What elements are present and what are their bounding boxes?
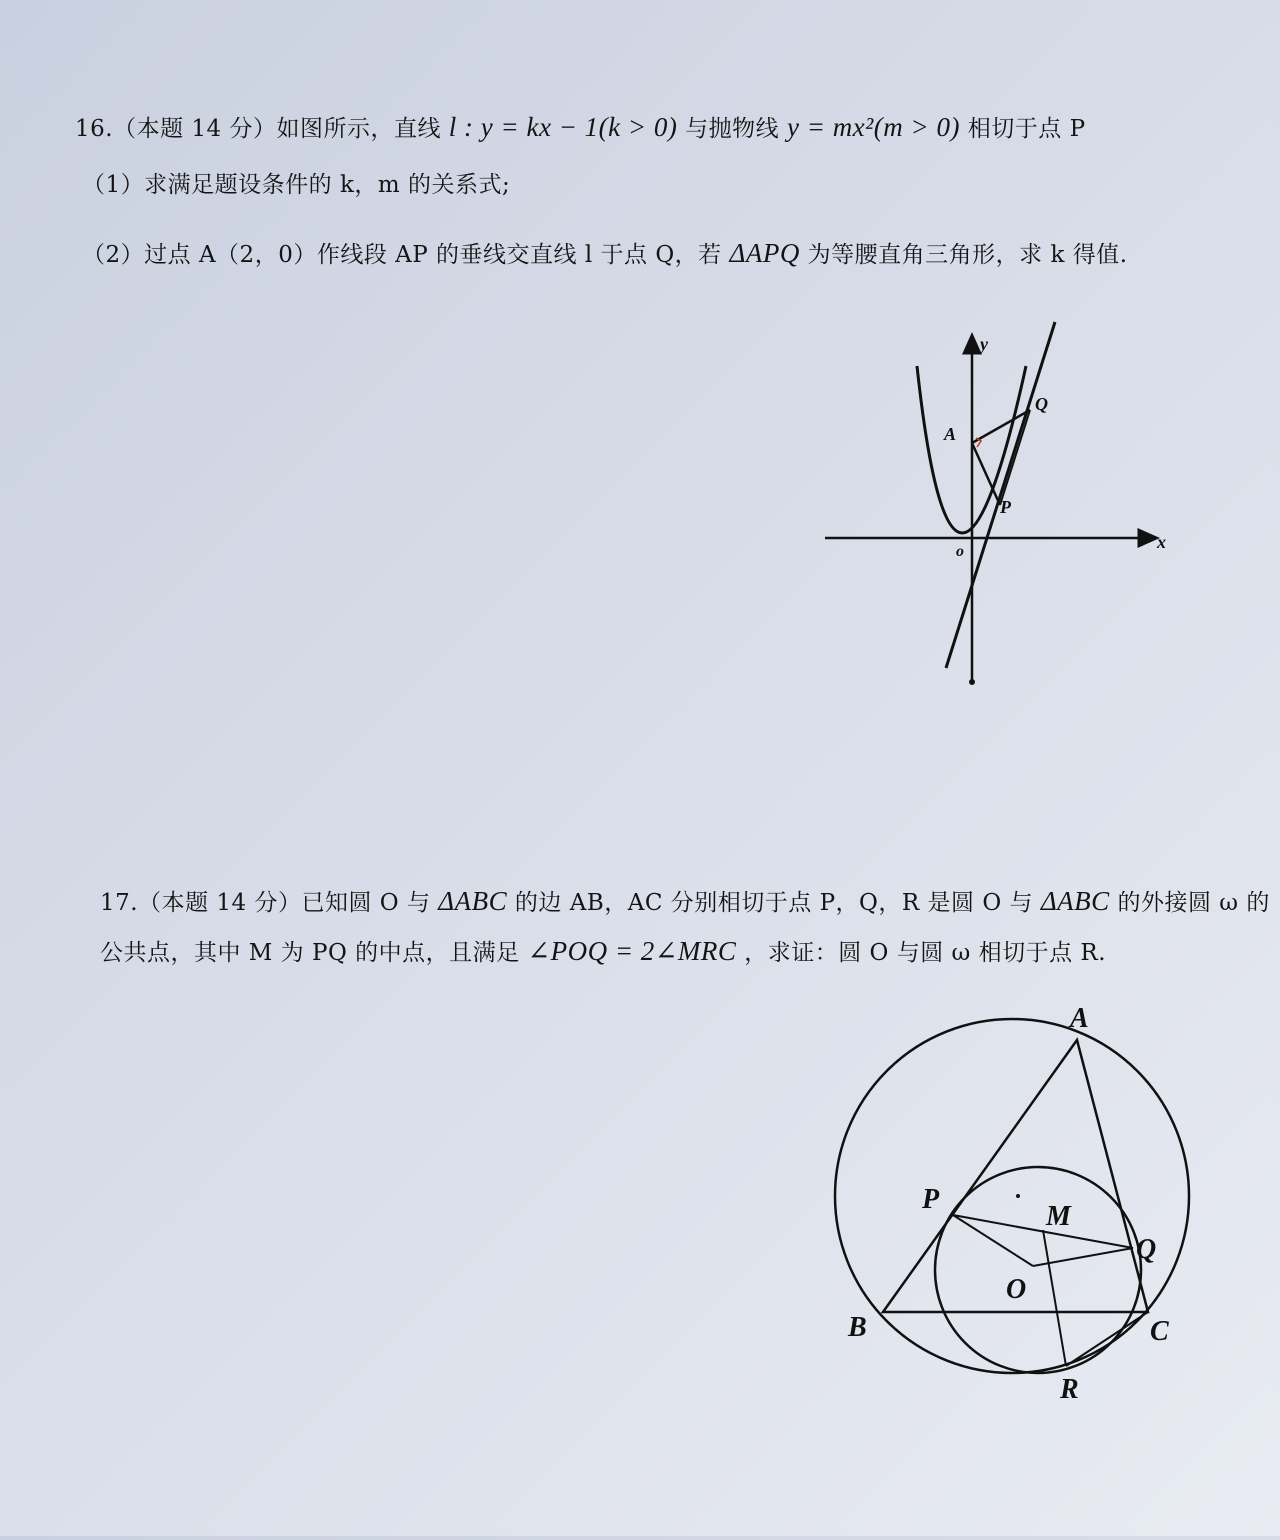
label-c17: C	[1150, 1316, 1169, 1347]
q16-text-c: 相切于点 P	[967, 116, 1086, 142]
segment-rc	[1066, 1312, 1148, 1366]
q16-triangle-apq: ΔAPQ	[729, 238, 800, 268]
label-b17: B	[848, 1312, 867, 1343]
q17-line2-text-b: ，求证：圆 O 与圆 ω 相切于点 R.	[744, 940, 1107, 966]
q17-angle-condition: ∠POQ = 2∠MRC	[527, 936, 737, 966]
label-q17: Q	[1136, 1234, 1157, 1265]
q17-line2-text-a: 公共点，其中 M 为 PQ 的中点，且满足	[100, 940, 520, 966]
q17-heading: 17.（本题 14 分）已知圆 O 与	[100, 890, 431, 916]
q17-text-b: 的边 AB，AC 分别相切于点 P，Q，R 是圆 O 与	[514, 890, 1034, 916]
q16-part1: （1）求满足题设条件的 k，m 的关系式;	[82, 172, 511, 198]
label-a: A	[944, 424, 957, 444]
segment-mr	[1043, 1230, 1066, 1366]
q17-text-c: 的外接圆 ω 的	[1117, 890, 1270, 916]
q16-heading: 16.（本题 14 分）如图所示，直线	[75, 116, 441, 142]
label-origin: o	[956, 543, 964, 560]
q16-parabola-equation: y = mx²(m > 0)	[786, 112, 960, 142]
q17-triangle-abc-2: ΔABC	[1040, 886, 1110, 916]
label-r17: R	[1060, 1374, 1079, 1405]
q16-text-b: 与抛物线	[685, 116, 780, 142]
q17-triangle-abc-1: ΔABC	[438, 886, 508, 916]
label-x: x	[1157, 532, 1166, 552]
label-a17: A	[1070, 1003, 1089, 1034]
triangle-abc	[883, 1040, 1148, 1312]
q16-line-equation: l : y = kx − 1(k > 0)	[448, 112, 678, 142]
q16-part2-text-a: （2）过点 A（2，0）作线段 AP 的垂线交直线 l 于点 Q，若	[82, 242, 722, 268]
label-o17: O	[1006, 1274, 1027, 1305]
label-y: y	[980, 334, 988, 354]
q16-part2-text-b: 为等腰直角三角形，求 k 得值.	[807, 242, 1128, 268]
label-p: P	[1000, 497, 1011, 517]
center-dot	[1016, 1194, 1020, 1198]
label-m17: M	[1046, 1201, 1071, 1232]
label-p17: P	[922, 1184, 940, 1215]
label-q: Q	[1035, 394, 1048, 414]
